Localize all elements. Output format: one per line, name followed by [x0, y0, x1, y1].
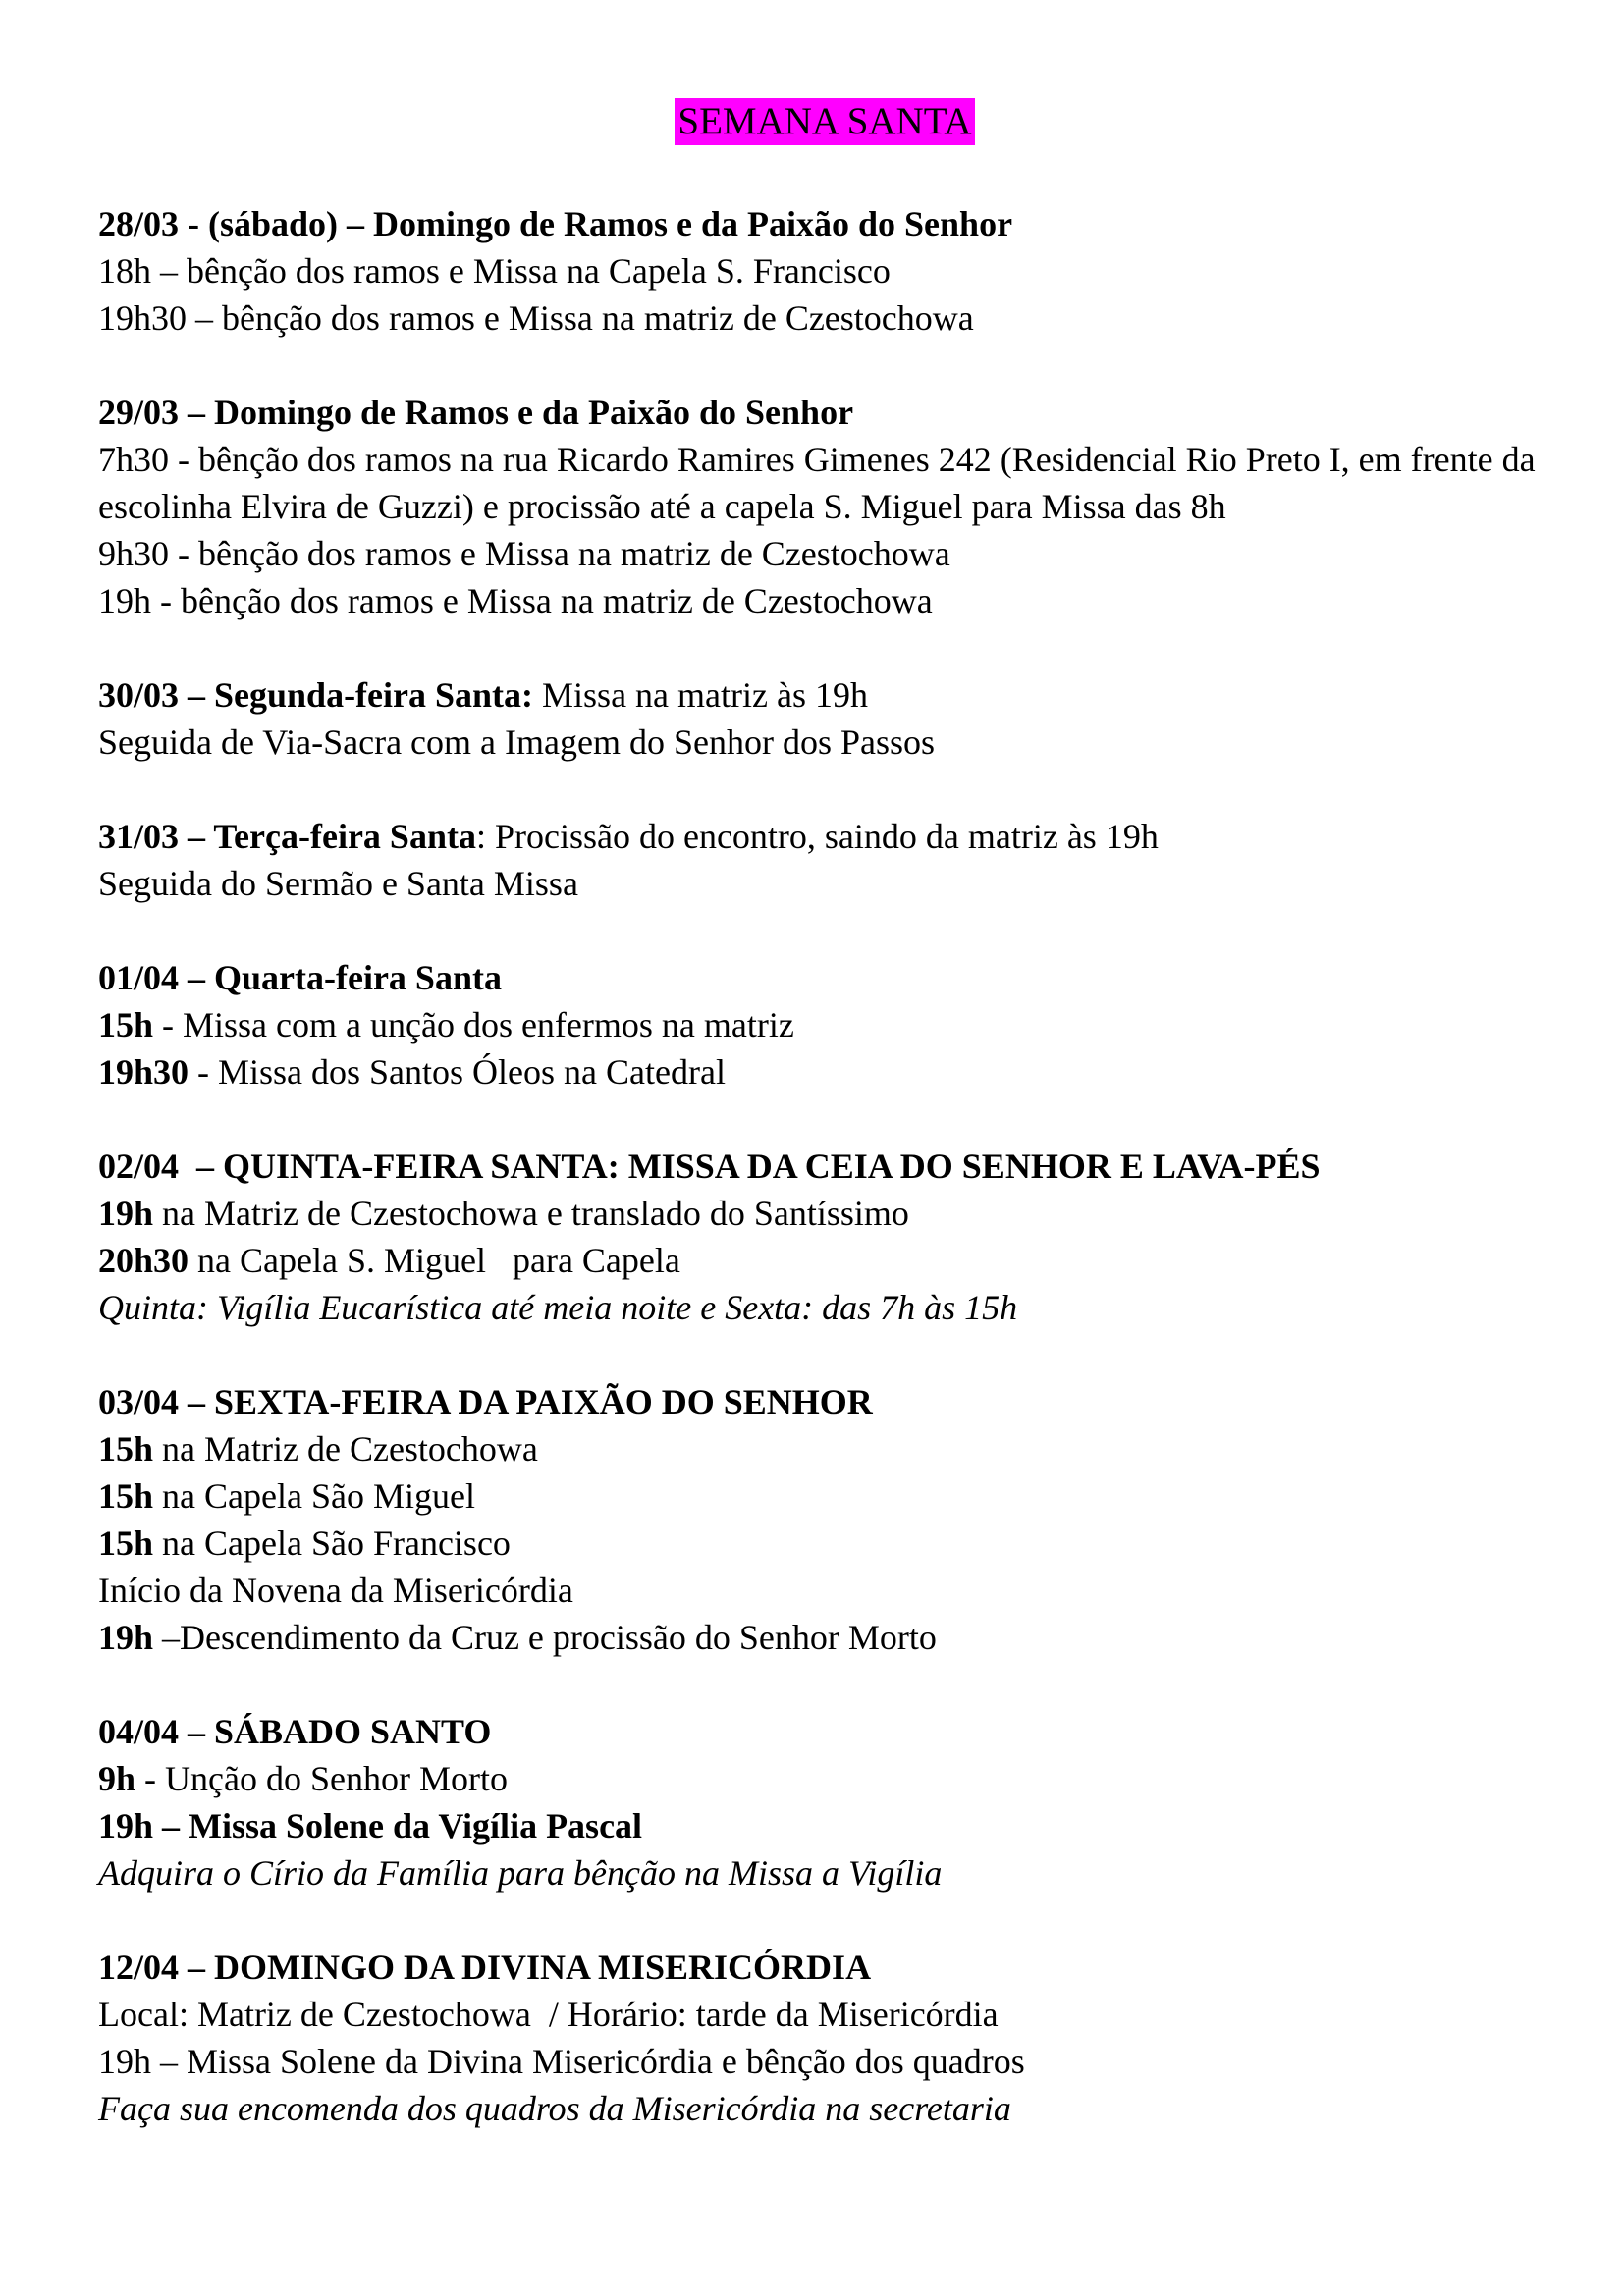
section-heading: 01/04 – Quarta-feira Santa [98, 958, 502, 997]
section-ramos-domingo [98, 389, 1551, 624]
schedule-line: 19h - bênção dos ramos e Missa na matriz de Czestochowa [98, 581, 933, 620]
schedule-line: Seguida do Sermão e Santa Missa [98, 864, 578, 903]
schedule-line: 19h – Missa Solene da Vigília Pascal [98, 1806, 643, 1845]
schedule-text: - Missa dos Santos Óleos na Catedral [189, 1052, 726, 1092]
schedule-item [98, 1001, 1551, 1048]
schedule-text: - Missa com a unção dos enfermos na matriz [153, 1005, 794, 1044]
section-heading: 04/04 – SÁBADO SANTO [98, 1712, 492, 1751]
schedule-text: na Matriz de Czestochowa [153, 1429, 538, 1468]
section-sabado-santo [98, 1708, 1551, 1896]
schedule-text: na Capela São Francisco [153, 1523, 511, 1563]
schedule-time: 15h [98, 1476, 154, 1516]
schedule-item [98, 1614, 1551, 1661]
heading-rest: Missa na matriz às 19h [533, 675, 868, 715]
schedule-line: Início da Novena da Misericórdia [98, 1571, 573, 1610]
schedule-item [98, 1755, 1551, 1802]
schedule-item [98, 1048, 1551, 1095]
heading-bold: 31/03 – Terça-feira Santa [98, 817, 476, 856]
section-ramos-sabado [98, 200, 1551, 342]
title-row [98, 98, 1551, 153]
schedule-line: 7h30 - bênção dos ramos na rua Ricardo Ramires Gimenes 242 (Residencial Rio Preto I, em frente da escolinha Elvira de Guzzi) e procissão até a capela S. Miguel para Missa das 8h [98, 440, 1544, 526]
document-page [98, 98, 1551, 2132]
schedule-item [98, 1237, 1551, 1284]
schedule-time: 9h [98, 1759, 136, 1798]
schedule-time: 19h [98, 1194, 154, 1233]
schedule-item [98, 1472, 1551, 1520]
section-note: Adquira o Círio da Família para bênção na Missa a Vigília [98, 1853, 943, 1893]
schedule-time: 15h [98, 1005, 154, 1044]
section-divina-misericordia [98, 1944, 1551, 2132]
section-heading: 29/03 – Domingo de Ramos e da Paixão do Senhor [98, 393, 854, 432]
schedule-item [98, 1190, 1551, 1237]
schedule-line: 9h30 - bênção dos ramos e Missa na matriz de Czestochowa [98, 534, 950, 573]
schedule-text: na Matriz de Czestochowa e translado do Santíssimo [153, 1194, 909, 1233]
section-heading [98, 671, 1551, 719]
schedule-line: 18h – bênção dos ramos e Missa na Capela S. Francisco [98, 251, 891, 291]
schedule-time: 15h [98, 1523, 154, 1563]
heading-bold: 30/03 – Segunda-feira Santa: [98, 675, 534, 715]
schedule-item [98, 1425, 1551, 1472]
schedule-text: na Capela S. Miguel para Capela [189, 1241, 680, 1280]
schedule-line: 19h – Missa Solene da Divina Misericórdia e bênção dos quadros [98, 2042, 1025, 2081]
schedule-item [98, 1520, 1551, 1567]
page-title: SEMANA SANTA [675, 98, 974, 145]
section-quarta-feira [98, 954, 1551, 1095]
schedule-text: –Descendimento da Cruz e procissão do Senhor Morto [153, 1618, 937, 1657]
section-terca-feira [98, 813, 1551, 907]
schedule-text: na Capela São Miguel [153, 1476, 475, 1516]
schedule-time: 19h [98, 1618, 154, 1657]
section-heading: 03/04 – SEXTA-FEIRA DA PAIXÃO DO SENHOR [98, 1382, 873, 1421]
schedule-line: 19h30 – bênção dos ramos e Missa na matriz de Czestochowa [98, 298, 974, 338]
schedule-time: 19h30 [98, 1052, 189, 1092]
schedule-line: Seguida de Via-Sacra com a Imagem do Senhor dos Passos [98, 722, 935, 762]
section-sexta-feira [98, 1378, 1551, 1661]
heading-rest: : Procissão do encontro, saindo da matriz às 19h [475, 817, 1159, 856]
schedule-time: 20h30 [98, 1241, 189, 1280]
schedule-text: - Unção do Senhor Morto [135, 1759, 508, 1798]
section-heading [98, 813, 1551, 860]
section-heading: 28/03 - (sábado) – Domingo de Ramos e da Paixão do Senhor [98, 204, 1013, 243]
section-note: Quinta: Vigília Eucarística até meia noite e Sexta: das 7h às 15h [98, 1288, 1018, 1327]
schedule-time: 15h [98, 1429, 154, 1468]
section-note: Faça sua encomenda dos quadros da Misericórdia na secretaria [98, 2089, 1011, 2128]
section-heading: 12/04 – DOMINGO DA DIVINA MISERICÓRDIA [98, 1948, 872, 1987]
section-heading: 02/04 – QUINTA-FEIRA SANTA: MISSA DA CEIA DO SENHOR E LAVA-PÉS [98, 1147, 1321, 1186]
schedule-line: Local: Matriz de Czestochowa / Horário: tarde da Misericórdia [98, 1995, 999, 2034]
section-segunda-feira [98, 671, 1551, 766]
section-quinta-feira [98, 1143, 1551, 1331]
